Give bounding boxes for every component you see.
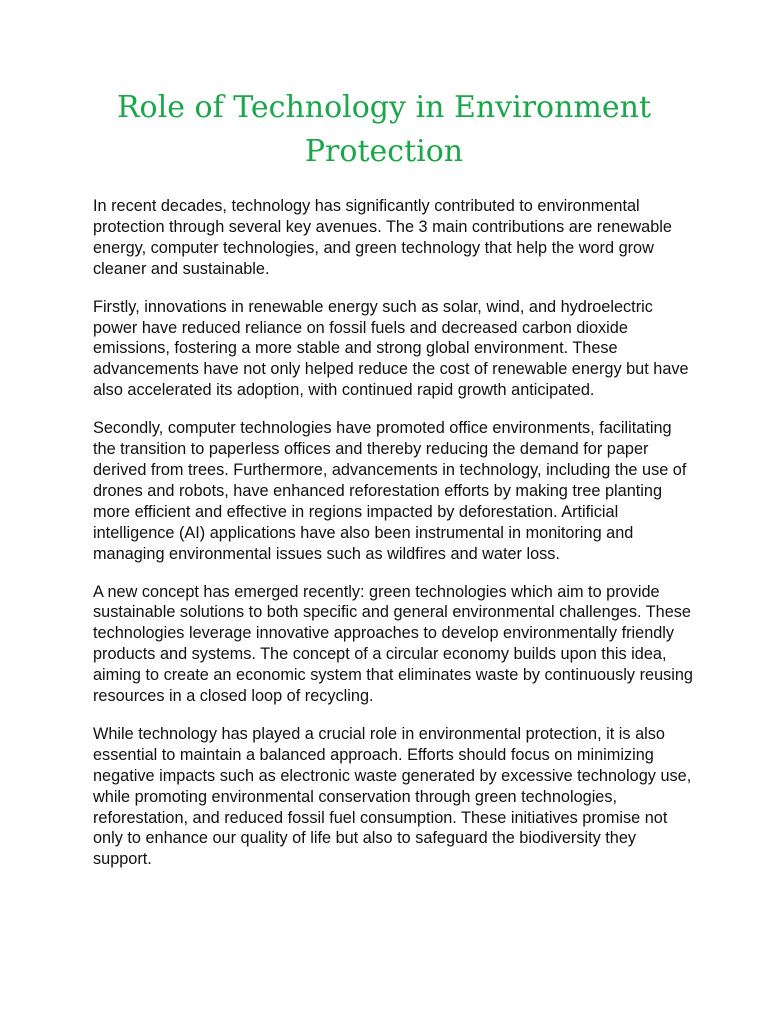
paragraph-green-technologies: A new concept has emerged recently: green technologies which aim to provide sustainable solutions to both specific and general environmental challenges. These technologies leverage innovative approaches to develop environmentally friendly products and systems. The concept of a circular economy builds upon this idea, aiming to create an economic system that eliminates waste by continuously reusing resources in a closed loop of recycling. — [93, 582, 693, 706]
document-body — [93, 196, 693, 887]
document-title: Role of Technology in Environment Protection — [116, 90, 652, 169]
paragraph-conclusion: While technology has played a crucial role in environmental protection, it is also essential to maintain a balanced approach. Efforts should focus on minimizing negative impacts such as electronic waste generated by excessive technology use, while promoting environmental conservation through green technologies, reforestation, and reduced fossil fuel consumption. These initiatives promise not only to enhance our quality of life but also to safeguard the biodiversity they support. — [93, 724, 692, 869]
paragraph-renewable-energy: Firstly, innovations in renewable energy such as solar, wind, and hydroelectric power have reduced reliance on fossil fuels and decreased carbon dioxide emissions, fostering a more stable and strong global environment. These advancements have not only helped reduce the cost of renewable energy but have also accelerated its adoption, with continued rapid growth anticipated. — [93, 297, 689, 400]
paragraph-intro: In recent decades, technology has significantly contributed to environmental protection through several key avenues. The 3 main contributions are renewable energy, computer technologies, and green technology that help the word grow cleaner and sustainable. — [93, 197, 672, 278]
paragraph-computer-technologies: Secondly, computer technologies have promoted office environments, facilitating the transition to paperless offices and thereby reducing the demand for paper derived from trees. Furthermore, advancements in technology, including the use of drones and robots, have enhanced reforestation efforts by making tree planting more efficient and effective in regions impacted by deforestation. Artificial intelligence (AI) applications have also been instrumental in monitoring and managing environmental issues such as wildfires and water loss. — [93, 419, 687, 563]
